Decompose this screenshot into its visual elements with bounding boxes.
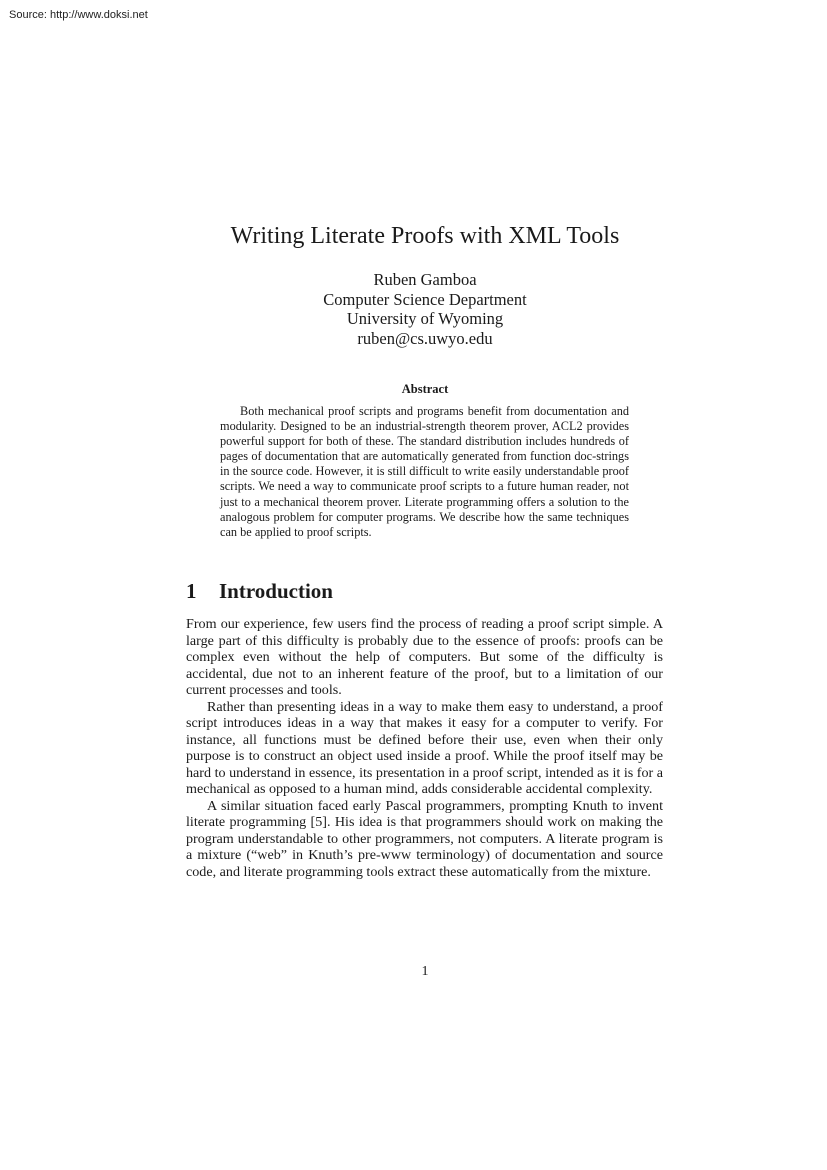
section-number: 1 <box>186 579 197 603</box>
author-block <box>0 270 827 349</box>
author-name: Ruben Gamboa <box>373 270 477 289</box>
paper-title: Writing Literate Proofs with XML Tools <box>230 223 620 249</box>
author-department: Computer Science Department <box>323 289 527 309</box>
author-email: ruben@cs.uwyo.edu <box>357 329 493 349</box>
section-title: Introduction <box>219 579 333 603</box>
paragraph: From our experience, few users find the process of reading a proof script simple. A large part of this difficulty is probably due to the essence of proofs: proofs can be complex even without the help of computers. But some of the difficulty is accidental, due not to an inherent feature of the proof, but to a limitation of our current processes and tools. <box>186 616 663 698</box>
abstract-text: Both mechanical proof scripts and programs benefit from documentation and modularity. Designed to be an industrial-strength theorem prover, ACL2 provides powerful support for both of these. The standard distribution includes hundreds of pages of documentation that are automatically generated from function doc-strings in the source code. However, it is still difficult to write easily understandable proof scripts. We need a way to communicate proof scripts to a future human reader, not just to a mechanical theorem prover. Literate programming offers a solution to the analogous problem for computer programs. We describe how the same techniques can be applied to proof scripts. <box>220 404 629 539</box>
author-university: University of Wyoming <box>346 309 504 329</box>
section-heading <box>186 579 333 604</box>
source-url: Source: http://www.doksi.net <box>9 9 148 21</box>
paragraph: A similar situation faced early Pascal programmers, prompting Knuth to invent literate programming [5]. His idea is that programmers should work on making the program understandable to other programmers, not computers. A literate program is a mixture (“web” in Knuth’s pre-www terminology) of documentation and source code, and literate programming tools extract these automatically from the mixture. <box>186 797 663 880</box>
paragraph: Rather than presenting ideas in a way to make them easy to understand, a proof script introduces ideas in a way that makes it easy for a computer to verify. For instance, all functions must be defined before their use, even when their only purpose is to construct an object used inside a proof. While the proof itself may be hard to understand in essence, its presentation in a proof script, intended as it is for a mechanical as opposed to a human mind, adds considerable accidental complexity. <box>186 698 663 797</box>
abstract-heading: Abstract <box>401 382 449 396</box>
section-body <box>186 616 663 880</box>
page-number: 1 <box>421 964 429 979</box>
